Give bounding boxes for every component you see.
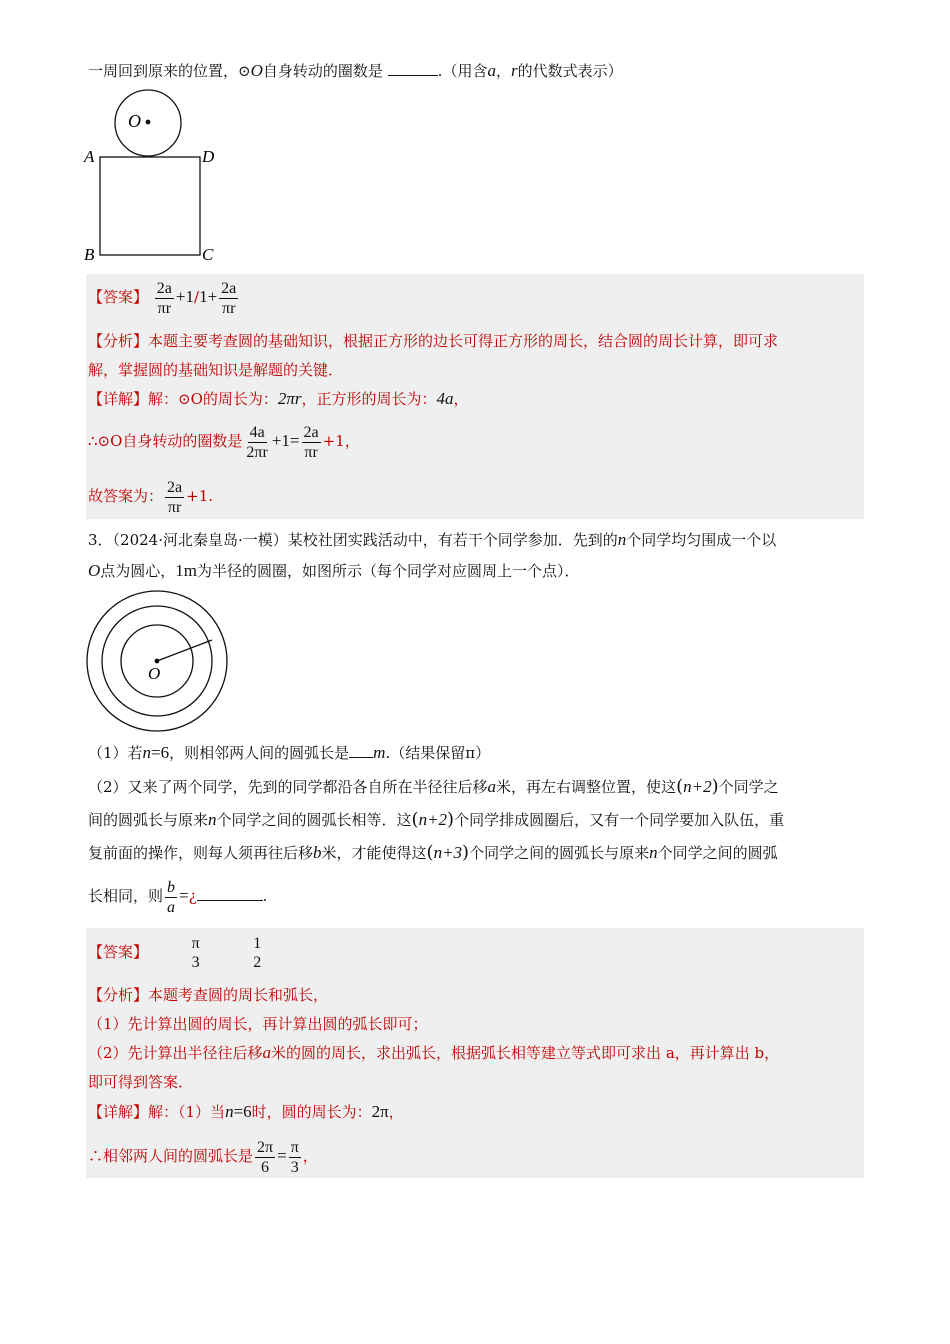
text: ∴⊙O自身转动的圈数是 (88, 432, 243, 450)
text: 米，才能使得这 (321, 844, 427, 862)
fraction (289, 1138, 301, 1177)
expr: =6 (233, 1102, 252, 1121)
text: 自身转动的圈数是 (262, 62, 383, 80)
text: ， (302, 1147, 318, 1165)
fraction (165, 878, 177, 917)
num: 2a (156, 279, 172, 297)
expr: 2π (371, 1102, 389, 1121)
text: 个同学之 (718, 778, 779, 796)
circle-center-dot (146, 120, 151, 125)
text: ，则相邻两人间的圆弧长是 (169, 744, 350, 762)
label-C: C (202, 245, 214, 264)
den: 6 (261, 1158, 270, 1176)
expr: n+2 (418, 810, 448, 829)
text: 为半径的圆圈，如图所示（每个同学对应圆周上一个点）． (197, 562, 580, 580)
circle-square-figure (80, 86, 230, 268)
text: 长相同，则 (88, 887, 164, 905)
q3-line1 (88, 530, 776, 550)
q3-part2-line2: 间的圆弧长与原来n个同学之间的圆弧长相等．这(n+2)个同学排成圆圈后，又有一个同学要加入队伍，重 (88, 809, 785, 830)
den: 2 (253, 954, 262, 971)
text: 即可得到答案． (88, 1073, 194, 1091)
num: π (191, 935, 200, 952)
expr: 2πr (277, 389, 302, 408)
detail-3-line1 (88, 1102, 404, 1122)
text: 个同学均匀围成一个以 (626, 531, 777, 549)
den: 3 (191, 954, 200, 971)
answer-blank (197, 900, 263, 901)
q3-part2-line3: 复前面的操作，则每人须再往后移b米，才能使得这(n+3)个同学之间的圆弧长与原来n个同学之间的圆弧 (88, 842, 778, 863)
detail-1-line1 (88, 389, 469, 409)
slash: / (194, 288, 200, 306)
expr: n+2 (683, 777, 712, 796)
var-n: n (208, 810, 217, 829)
q3-part2-line1: （2）又来了两个同学，先到的同学都沿各自所在半径往后移a米，再左右调整位置，使这(n+2)个同学之 (88, 776, 779, 797)
text: 个同学之间的圆弧长与原来 (469, 844, 650, 862)
var-O: O (250, 61, 263, 80)
text: （2）又来了两个同学，先到的同学都沿各自所在半径往后移 (88, 778, 488, 796)
text: 故答案为： (88, 487, 164, 505)
num: 2a (167, 478, 183, 496)
fraction (219, 279, 238, 318)
analysis-label: 【分析】 (88, 332, 149, 350)
var-a: a (487, 61, 496, 80)
text: 1+ (199, 287, 218, 306)
text: ， (495, 62, 511, 80)
text: ，正方形的周长为： (301, 390, 437, 408)
answer-label: 【答案】 (88, 288, 149, 306)
text: ， (388, 1103, 404, 1121)
num: π (290, 1138, 299, 1156)
text: （1）若 (88, 744, 143, 762)
fraction (155, 279, 174, 318)
den: a (167, 898, 176, 916)
analysis-3-line3 (88, 1043, 779, 1063)
text: 米的圆的周长，求出弧长，根据弧长相等建立等式即可求出 a，再计算出 b， (271, 1044, 780, 1062)
text: 本题考查圆的周长和弧长， (148, 986, 329, 1004)
text: （2）先计算出半径往后移 (88, 1044, 263, 1062)
text: 点为圆心， (100, 562, 176, 580)
square-ABCD (100, 157, 200, 255)
text: .（结果保留π） (385, 744, 491, 762)
question-line-top (88, 61, 623, 81)
text: 的代数式表示） (517, 62, 623, 80)
var-a: a (487, 777, 497, 796)
text: 3．（2024·河北秦皇岛·一模）某校社团实践活动中，有若干个同学参加．先到的 (88, 531, 618, 549)
detail-3-line2 (88, 1134, 318, 1178)
num: 2a (221, 279, 237, 297)
answer-3-line (88, 930, 265, 974)
analysis-3-line1 (88, 985, 328, 1005)
analysis-1-line1 (88, 331, 778, 351)
label-O: O (128, 111, 141, 131)
detail-1-line2 (88, 419, 360, 463)
text: 解，掌握圆的基础知识是解题的关键． (88, 361, 344, 379)
num: 2π (257, 1138, 274, 1156)
expr: 4a (436, 389, 454, 408)
unit-m: m (373, 743, 386, 762)
num: 2a (303, 423, 319, 441)
var-n: n (142, 743, 152, 762)
text: = (179, 886, 189, 905)
text: （1）先计算出圆的周长，再计算出圆的弧长即可； (88, 1015, 428, 1033)
fraction (302, 423, 321, 462)
text: +1， (322, 432, 360, 450)
fraction (165, 478, 184, 517)
detail-label: 【详解】 (88, 390, 149, 408)
expr: 1m (175, 561, 198, 580)
den: πr (157, 299, 172, 317)
center-dot (155, 659, 160, 664)
text: 解：⊙O的周长为： (148, 390, 278, 408)
num: b (167, 878, 176, 896)
text: +1= (271, 431, 300, 450)
text: 一周回到原来的位置， (88, 62, 239, 80)
den: πr (222, 299, 236, 317)
text: ， (453, 390, 469, 408)
odd-char: ¿ (188, 887, 197, 905)
text: 个同学之间的圆弧 (657, 844, 778, 862)
var-a: a (262, 1043, 272, 1062)
text: 米，再左右调整位置，使这 (496, 778, 677, 796)
text: 本题主要考查圆的基础知识，根据正方形的边长可得正方形的周长，结合圆的周长计算，即可求 (148, 332, 779, 350)
label-A: A (84, 147, 95, 166)
odot-symbol: ⊙ (238, 62, 251, 80)
analysis-1-line2 (88, 360, 343, 380)
q3-part2-line4 (88, 874, 267, 918)
text: 个同学之间的圆弧长相等．这 (216, 811, 412, 829)
num: 1 (253, 935, 262, 952)
answer-1-line (88, 276, 240, 318)
text: 解：（1）当 (148, 1103, 226, 1121)
q3-part1 (88, 743, 490, 763)
var-n: n (225, 1102, 234, 1121)
analysis-label: 【分析】 (88, 986, 149, 1004)
expr: n+3 (433, 843, 463, 862)
den: 2πr (246, 443, 268, 461)
text: +1 (175, 287, 194, 306)
text: .（用含 (437, 62, 488, 80)
text: 复前面的操作，则每人须再往后移 (88, 844, 314, 862)
analysis-3-line4 (88, 1072, 193, 1092)
den: πr (304, 443, 318, 461)
label-D: D (202, 147, 215, 166)
text: 个同学排成圆圈后，又有一个同学要加入队伍，重 (454, 811, 785, 829)
var-b: b (313, 843, 322, 862)
label-O: O (148, 664, 161, 683)
var-O: O (88, 561, 101, 580)
answer-label: 【答案】 (88, 943, 149, 961)
detail-label: 【详解】 (88, 1103, 149, 1121)
var-r: r (510, 61, 518, 80)
radius-line (157, 640, 212, 661)
var-n: n (649, 843, 658, 862)
den: πr (167, 498, 182, 516)
answer-blank (349, 757, 373, 758)
text: ∴相邻两人间的圆弧长是 (88, 1147, 254, 1165)
fraction (255, 1138, 275, 1177)
den: 3 (290, 1158, 299, 1176)
expr: =6 (151, 743, 170, 762)
fraction (190, 934, 202, 972)
fraction (251, 934, 263, 972)
final-answer-1 (88, 474, 213, 518)
num: 4a (249, 423, 265, 441)
var-n: n (617, 530, 627, 549)
analysis-3-line2 (88, 1014, 428, 1034)
text: = (277, 1146, 287, 1165)
q3-line2 (88, 561, 580, 581)
text: . (262, 887, 268, 905)
concentric-circles-figure (84, 588, 234, 734)
text: +1. (186, 487, 214, 505)
text: 间的圆弧长与原来 (88, 811, 209, 829)
label-B: B (84, 245, 95, 264)
text: 时，圆的周长为： (251, 1103, 372, 1121)
answer-blank (388, 75, 438, 76)
fraction (244, 423, 269, 462)
